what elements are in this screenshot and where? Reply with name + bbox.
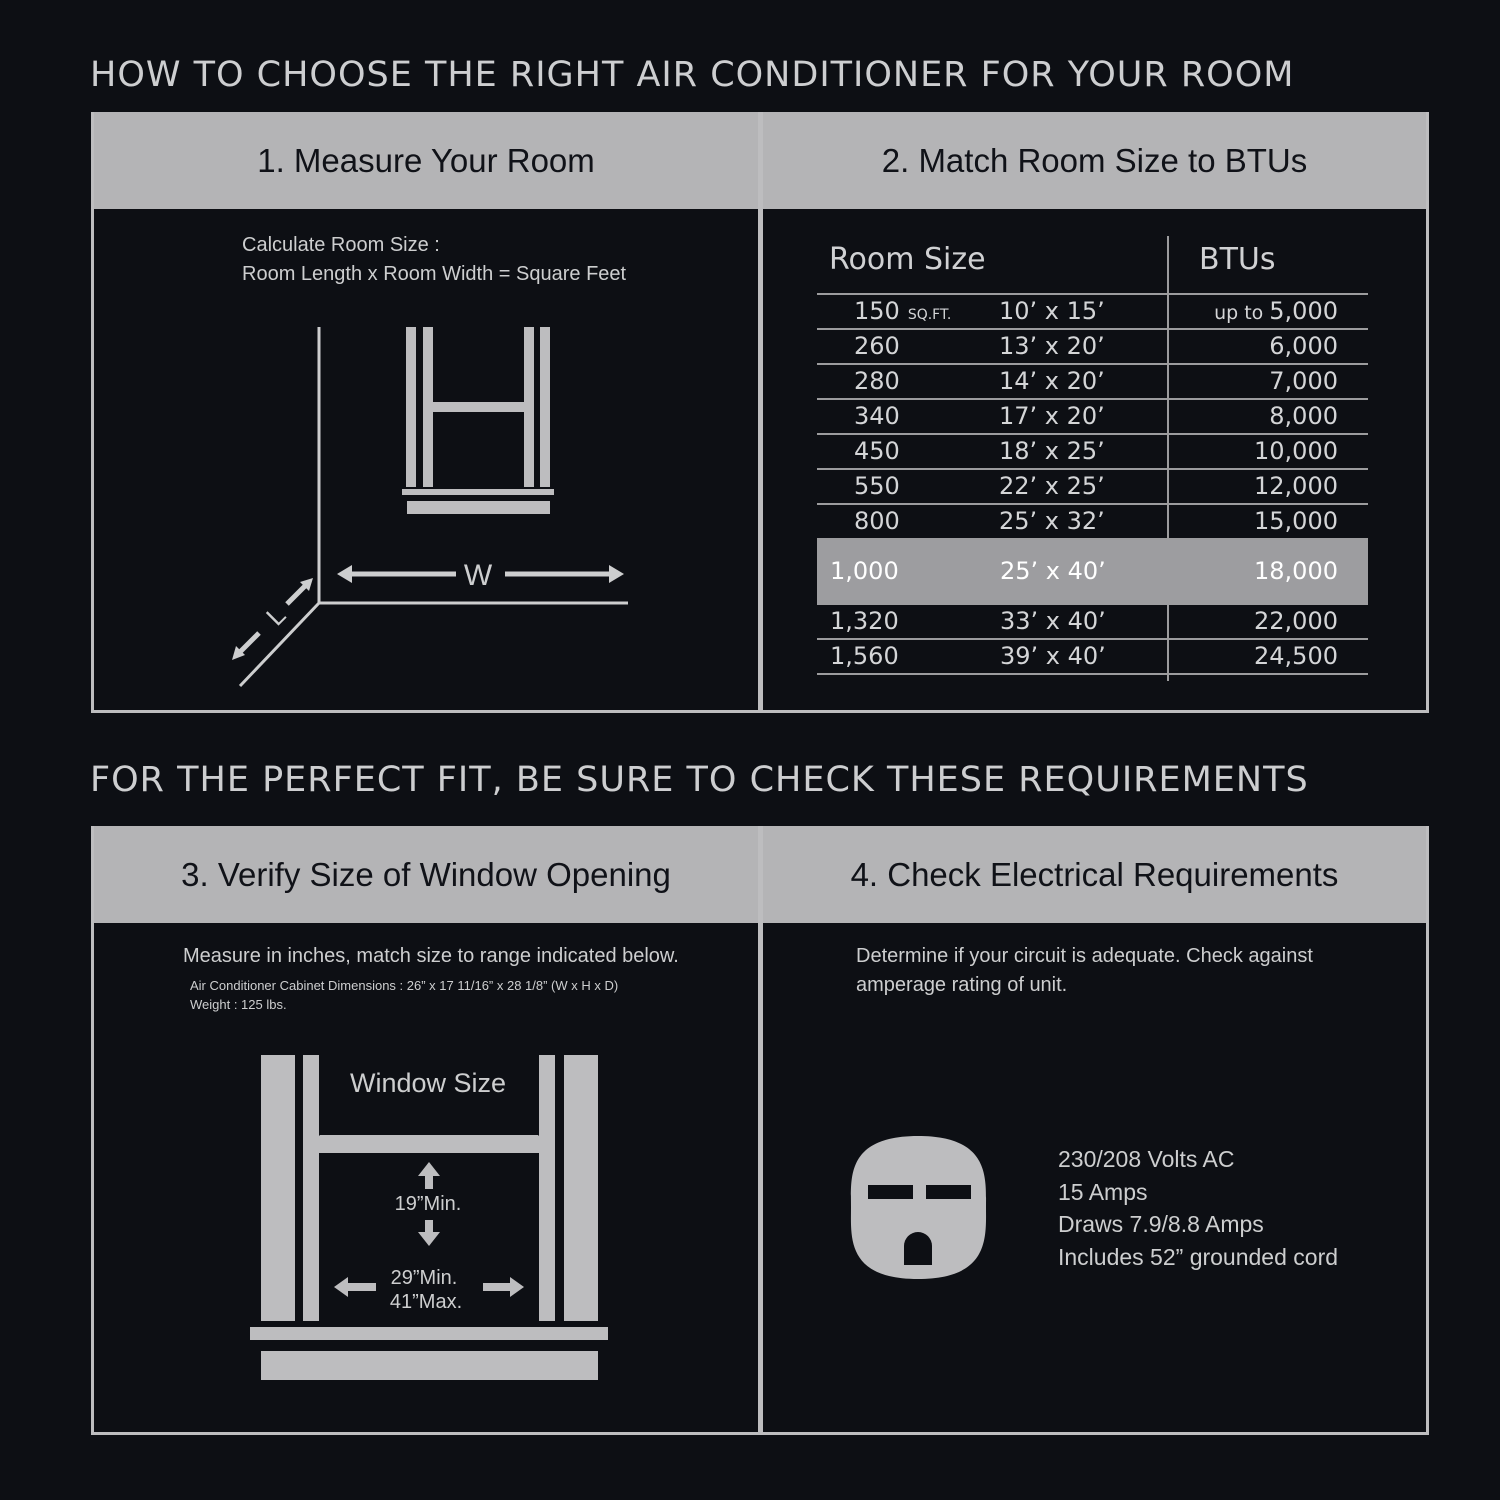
electrical-instruction-1: Determine if your circuit is adequate. Check against bbox=[856, 945, 1313, 967]
width-min-label: 29”Min. bbox=[390, 1267, 458, 1289]
row-btu: 5,000 bbox=[1269, 297, 1338, 325]
row-sqft: 550 bbox=[854, 472, 900, 500]
spec-cord: Includes 52” grounded cord bbox=[1058, 1243, 1339, 1270]
row-btu: 8,000 bbox=[1269, 402, 1338, 430]
calc-line-2: Room Length x Room Width = Square Feet bbox=[242, 263, 627, 285]
row-sqft: 800 bbox=[854, 507, 900, 535]
unit-weight: Weight : 125 lbs. bbox=[190, 997, 287, 1012]
height-min-label: 19”Min. bbox=[394, 1193, 462, 1215]
row-dims: 39’ x 40’ bbox=[1000, 642, 1106, 670]
row-dims: 18’ x 25’ bbox=[999, 437, 1105, 465]
window-size-label: Window Size bbox=[349, 1068, 507, 1098]
column-header-room-size: Room Size bbox=[829, 242, 986, 277]
section-title-requirements: FOR THE PERFECT FIT, BE SURE TO CHECK THESE REQUIREMENTS bbox=[90, 760, 1309, 800]
column-header-btus: BTUs bbox=[1199, 242, 1276, 277]
row-dims: 22’ x 25’ bbox=[999, 472, 1105, 500]
section-title-choose: HOW TO CHOOSE THE RIGHT AIR CONDITIONER FOR YOUR ROOM bbox=[90, 55, 1295, 95]
width-label: W bbox=[463, 559, 493, 592]
row-sqft: 340 bbox=[854, 402, 900, 430]
row-btu: 24,500 bbox=[1254, 642, 1338, 670]
spec-draw: Draws 7.9/8.8 Amps bbox=[1058, 1211, 1264, 1237]
panel-heading-electrical: 4. Check Electrical Requirements bbox=[763, 826, 1426, 923]
row-btu: 18,000 bbox=[1254, 557, 1338, 585]
row-sqft: 280 bbox=[854, 367, 900, 395]
spec-voltage: 230/208 Volts AC bbox=[1058, 1146, 1235, 1172]
calc-line-1: Calculate Room Size : bbox=[242, 234, 440, 256]
row-btu: 15,000 bbox=[1254, 507, 1338, 535]
row-dims: 13’ x 20’ bbox=[999, 332, 1105, 360]
row-sqft: 1,560 bbox=[830, 642, 899, 670]
row-sqft: 260 bbox=[854, 332, 900, 360]
spec-amps: 15 Amps bbox=[1058, 1178, 1148, 1205]
row-btu: 6,000 bbox=[1269, 332, 1338, 360]
row-dims: 10’ x 15’ bbox=[999, 297, 1105, 325]
row-btu: 7,000 bbox=[1269, 367, 1338, 395]
row-dims: 17’ x 20’ bbox=[999, 402, 1105, 430]
length-label: L bbox=[259, 599, 292, 632]
row-dims: 14’ x 20’ bbox=[999, 367, 1105, 395]
electrical-specs bbox=[1058, 1143, 1338, 1273]
window-instruction: Measure in inches, match size to range indicated below. bbox=[183, 945, 679, 967]
row-sqft: 1,000 bbox=[830, 557, 899, 585]
row-unit: SQ.FT. bbox=[907, 307, 952, 323]
panel-heading-btu: 2. Match Room Size to BTUs bbox=[763, 112, 1426, 209]
row-sqft: 150 bbox=[854, 297, 900, 325]
row-sqft: 1,320 bbox=[830, 607, 899, 635]
row-sqft: 450 bbox=[854, 437, 900, 465]
row-dims: 33’ x 40’ bbox=[1000, 607, 1106, 635]
row-dims: 25’ x 40’ bbox=[1000, 557, 1106, 585]
row-upto: up to bbox=[1214, 302, 1264, 324]
panel-heading-measure: 1. Measure Your Room bbox=[94, 112, 758, 209]
electrical-instruction-2: amperage rating of unit. bbox=[856, 974, 1068, 996]
cabinet-dimensions: Air Conditioner Cabinet Dimensions : 26” x 17 11/16” x 28 1/8” (W x H x D) bbox=[190, 978, 619, 993]
row-btu: 10,000 bbox=[1254, 437, 1338, 465]
row-btu: 12,000 bbox=[1254, 472, 1338, 500]
panel-heading-window: 3. Verify Size of Window Opening bbox=[94, 826, 758, 923]
row-dims: 25’ x 32’ bbox=[999, 507, 1105, 535]
row-btu: 22,000 bbox=[1254, 607, 1338, 635]
width-max-label: 41”Max. bbox=[389, 1291, 463, 1313]
